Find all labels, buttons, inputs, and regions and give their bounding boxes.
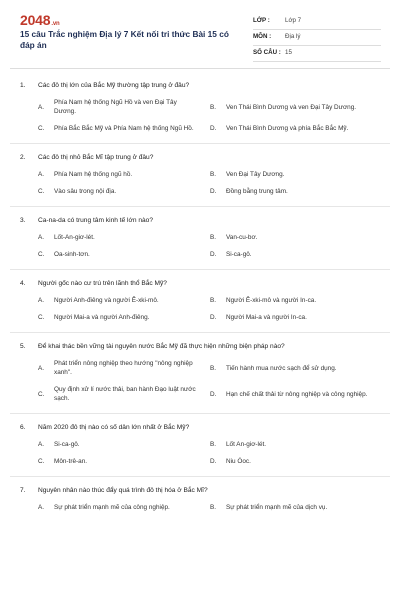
- answer-option[interactable]: [38, 499, 210, 516]
- option-text: Lốt An-giơ-lét.: [226, 441, 267, 448]
- answer-option[interactable]: [210, 166, 382, 183]
- option-text: Sự phát triển mạnh mẽ của công nghiệp.: [54, 504, 170, 511]
- question-number: 2.: [20, 154, 26, 161]
- option-letter: B.: [210, 171, 217, 178]
- option-letter: A.: [38, 234, 45, 241]
- question-number: 4.: [20, 280, 26, 287]
- option-letter: B.: [210, 441, 217, 448]
- answer-option[interactable]: [38, 166, 210, 183]
- answer-option[interactable]: [210, 436, 382, 453]
- option-letter: A.: [38, 441, 45, 448]
- option-text: Ven Đại Tây Dương.: [226, 171, 285, 178]
- meta-key: MÔN :: [253, 33, 272, 40]
- meta-row-subject: [253, 30, 381, 46]
- option-letter: A.: [38, 171, 45, 178]
- answer-option[interactable]: [38, 94, 210, 120]
- option-letter: B.: [210, 103, 217, 111]
- question-text: Nguyên nhân nào thúc đẩy quá trình đô thị hóa ở Bắc Mĩ?: [38, 487, 208, 494]
- meta-value[interactable]: Địa lý: [285, 33, 301, 40]
- answer-option[interactable]: [38, 292, 210, 309]
- question-row: [0, 423, 400, 432]
- question-text: Ca-na-da có trung tâm kinh tế lớn nào?: [38, 217, 154, 224]
- option-text: Người Mai-a và người Anh-điêng.: [54, 314, 150, 321]
- option-text: Van-cu-bơ.: [226, 234, 258, 241]
- option-letter: D.: [210, 390, 217, 398]
- option-text: Môn-trê-an.: [54, 458, 88, 465]
- option-text: Ven Thái Bình Dương và phía Bắc Bắc Mỹ.: [226, 125, 349, 132]
- question-item: [0, 270, 400, 333]
- answer-option[interactable]: [210, 94, 382, 120]
- option-text: Si-ca-gô.: [54, 441, 80, 448]
- answer-option[interactable]: [210, 381, 382, 407]
- meta-key: SỐ CÂU :: [253, 49, 281, 56]
- answer-option[interactable]: [210, 229, 382, 246]
- option-text: Si-ca-gô.: [226, 251, 252, 258]
- answer-option[interactable]: [38, 229, 210, 246]
- option-text: Lốt-An-giơ-lét.: [54, 234, 95, 241]
- question-row: [0, 279, 400, 288]
- option-text: Hạn chế chất thải từ nông nghiệp và công nghiệp.: [226, 390, 368, 398]
- option-letter: C.: [38, 125, 45, 132]
- meta-value: 15: [285, 49, 292, 56]
- option-letter: A.: [38, 297, 45, 304]
- answer-option[interactable]: [210, 120, 382, 137]
- question-item: [0, 144, 400, 207]
- question-row: [0, 216, 400, 225]
- option-letter: D.: [210, 188, 217, 195]
- option-letter: C.: [38, 314, 45, 321]
- question-item: [0, 333, 400, 414]
- option-text: Người Ê-xki-mô và người In-ca.: [226, 297, 317, 304]
- question-list: [0, 72, 400, 516]
- question-row: [0, 486, 400, 495]
- meta-row-class: [253, 14, 381, 30]
- option-letter: A.: [38, 504, 45, 511]
- logo-sub: .vn: [51, 21, 60, 27]
- option-text: Tiến hành mua nước sạch để sử dụng.: [226, 364, 337, 372]
- option-letter: C.: [38, 458, 45, 465]
- answer-options: [0, 162, 400, 200]
- answer-option[interactable]: [210, 309, 382, 326]
- logo-main: 2048: [20, 12, 51, 28]
- answer-options: [0, 288, 400, 326]
- option-text: Người Mai-a và người In-ca.: [226, 314, 307, 321]
- answer-option[interactable]: [38, 355, 210, 381]
- option-letter: B.: [210, 297, 217, 304]
- answer-option[interactable]: [210, 292, 382, 309]
- answer-options: [0, 351, 400, 407]
- header-divider: [10, 68, 390, 69]
- option-text: Ven Thái Bình Dương và ven Đại Tây Dương.: [226, 103, 357, 111]
- option-letter: C.: [38, 188, 45, 195]
- answer-option[interactable]: [38, 309, 210, 326]
- site-logo[interactable]: [20, 12, 59, 28]
- option-letter: D.: [210, 125, 217, 132]
- option-letter: A.: [38, 103, 45, 111]
- option-text: Sự phát triển mạnh mẽ của dịch vụ.: [226, 504, 328, 511]
- option-text: Phát triển nông nghiệp theo hướng "nông nghiệp xanh".: [54, 360, 193, 376]
- option-text: Quy định xử lí nước thải, ban hành Đạo luật nước sạch.: [54, 386, 196, 402]
- option-text: Đồng bằng trung tâm.: [226, 188, 288, 195]
- option-letter: D.: [210, 458, 217, 465]
- question-number: 3.: [20, 217, 26, 224]
- option-letter: C.: [38, 390, 45, 398]
- option-letter: B.: [210, 364, 217, 372]
- question-number: 7.: [20, 487, 26, 494]
- answer-option[interactable]: [38, 436, 210, 453]
- answer-option[interactable]: [210, 246, 382, 263]
- option-letter: B.: [210, 504, 217, 511]
- option-text: Niu Óoc.: [226, 458, 251, 465]
- answer-options: [0, 225, 400, 263]
- question-row: [0, 153, 400, 162]
- answer-option[interactable]: [38, 120, 210, 137]
- meta-value[interactable]: Lớp 7: [285, 17, 302, 24]
- answer-options: [0, 90, 400, 137]
- option-text: Vào sâu trong nội địa.: [54, 188, 117, 195]
- option-letter: A.: [38, 364, 45, 372]
- meta-panel: [253, 14, 381, 62]
- answer-option[interactable]: [210, 183, 382, 200]
- option-text: Người Anh-điêng và người Ê-xki-mô.: [54, 297, 159, 304]
- answer-option[interactable]: [38, 453, 210, 470]
- question-row: [0, 342, 400, 351]
- document-title: 15 câu Trắc nghiệm Địa lý 7 Kết nối tri thức Bài 15 có đáp án: [20, 29, 229, 50]
- option-text: Phía Bắc Bắc Mỹ và Phía Nam hệ thống Ngũ Hồ.: [54, 125, 194, 132]
- option-letter: B.: [210, 234, 217, 241]
- question-item: [0, 72, 400, 144]
- question-number: 5.: [20, 343, 26, 350]
- question-text: Người gốc nào cư trú trên lãnh thổ Bắc Mỹ?: [38, 280, 167, 287]
- question-text: Năm 2020 đô thị nào có số dân lớn nhất ở Bắc Mỹ?: [38, 424, 190, 431]
- meta-key: LỚP :: [253, 17, 270, 24]
- question-text: Các đô thị lớn của Bắc Mỹ thường tập trung ở đâu?: [38, 82, 190, 89]
- answer-options: [0, 432, 400, 470]
- question-row: [0, 81, 400, 90]
- question-text: Để khai thác bền vững tài nguyên nước Bắc Mỹ đã thực hiện những biện pháp nào?: [38, 343, 285, 350]
- question-number: 1.: [20, 82, 26, 89]
- answer-option[interactable]: [210, 453, 382, 470]
- option-letter: D.: [210, 314, 217, 321]
- answer-option[interactable]: [38, 183, 210, 200]
- answer-option[interactable]: [210, 499, 382, 516]
- meta-row-count: [253, 46, 381, 62]
- answer-options: [0, 495, 400, 516]
- question-item: [0, 414, 400, 477]
- answer-option[interactable]: [210, 355, 382, 381]
- question-item: [0, 207, 400, 270]
- question-text: Các đô thị nhỏ Bắc Mĩ tập trung ở đâu?: [38, 154, 154, 161]
- page-header: [0, 0, 400, 68]
- answer-option[interactable]: [38, 246, 210, 263]
- option-letter: C.: [38, 251, 45, 258]
- option-text: Phía Nam hệ thống ngũ hồ.: [54, 171, 133, 178]
- question-number: 6.: [20, 424, 26, 431]
- option-text: Phía Nam hệ thống Ngũ Hồ và ven Đại Tây Dương.: [54, 99, 177, 115]
- option-text: Oa-sinh-tơn.: [54, 251, 90, 258]
- answer-option[interactable]: [38, 381, 210, 407]
- option-letter: D.: [210, 251, 217, 258]
- question-item: [0, 477, 400, 516]
